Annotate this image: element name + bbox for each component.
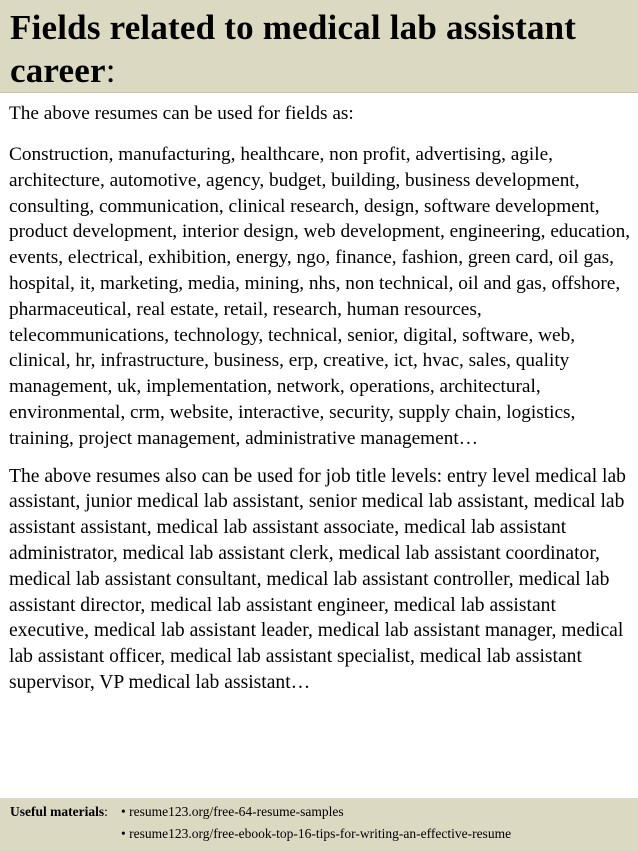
title-banner (0, 0, 638, 93)
useful-materials-separator: : (104, 804, 108, 819)
page-title (10, 6, 630, 92)
fields-paragraph: Construction, manufacturing, healthcare, non profit, advertising, agile, architecture, automotive, agency, budget, building, business development, consulting, communication, clinical research, design, software development, product development, interior design, web development, engineering, education, events, electrical, exhibition, energy, ngo, finance, fashion, green card, oil gas, hospital, it, marketing, media, mining, nhs, non technical, oil and gas, offshore, pharmaceutical, real estate, retail, research, human resources, telecommunications, technology, technical, senior, digital, software, web, clinical, hr, infrastructure, business, erp, creative, ict, hvac, sales, quality management, uk, implementation, network, operations, architectural, environmental, crm, website, interactive, security, supply chain, logistics, training, project management, administrative management… (9, 144, 631, 449)
resource-link-ebook-tips[interactable]: • resume123.org/free-ebook-top-16-tips-for-writing-an-effective-resume (121, 826, 512, 841)
page-title-colon: : (105, 51, 116, 90)
resource-link-resume-samples[interactable]: • resume123.org/free-64-resume-samples (121, 804, 344, 819)
page-title-text: Fields related to medical lab assistant career (10, 8, 577, 90)
intro-text: The above resumes can be used for fields as: (9, 103, 354, 124)
footer-bar (0, 798, 638, 851)
useful-materials-label-text: Useful materials (10, 804, 105, 819)
useful-materials-label (10, 801, 108, 823)
main-content (9, 100, 633, 708)
job-titles-paragraph: The above resumes also can be used for job title levels: entry level medical lab assistant, junior medical lab assistant, senior medical lab assistant, medical lab assistant assistant, medical lab assistant associate, medical lab assistant administrator, medical lab assistant clerk, medical lab assistant coordinator, medical lab assistant consultant, medical lab assistant controller, medical lab assistant director, medical lab assistant engineer, medical lab assistant executive, medical lab assistant leader, medical lab assistant manager, medical lab assistant officer, medical lab assistant specialist, medical lab assistant supervisor, VP medical lab assistant… (9, 465, 626, 693)
